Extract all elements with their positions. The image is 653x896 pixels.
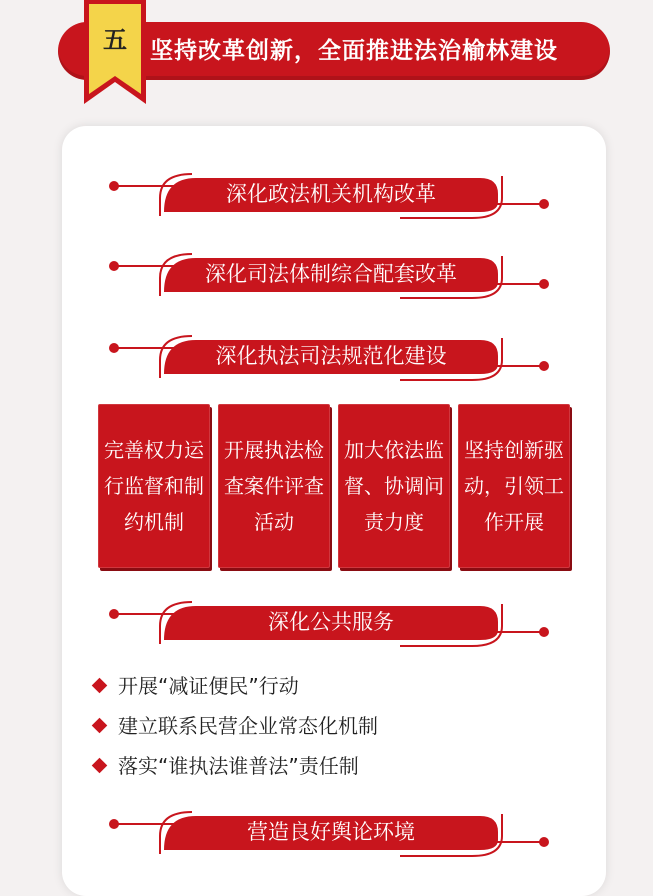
section-label: 深化政法机关机构改革 (226, 182, 436, 206)
list-item-text: 建立联系民营企业常态化机制 (118, 714, 378, 738)
list-item (92, 706, 378, 746)
measure-box-2: 开展执法检查案件评查活动 (218, 404, 330, 568)
section-label: 深化公共服务 (268, 610, 394, 634)
section-1 (100, 172, 560, 222)
bullet-list (92, 666, 378, 786)
measure-box-3: 加大依法监督、协调问责力度 (338, 404, 450, 568)
section-number: 五 (103, 26, 127, 54)
page-title: 坚持改革创新，全面推进法治榆林建设 (150, 38, 558, 64)
section-2 (100, 252, 560, 302)
measure-box-1: 完善权力运行监督和制约机制 (98, 404, 210, 568)
diamond-bullet-icon (92, 718, 108, 734)
section-5 (100, 810, 560, 860)
list-item-text: 落实“谁执法谁普法”责任制 (118, 754, 359, 778)
section-label: 深化司法体制综合配套改革 (205, 262, 457, 286)
section-label: 营造良好舆论环境 (247, 820, 415, 844)
list-item-text: 开展“减证便民”行动 (118, 674, 299, 698)
section-label: 深化执法司法规范化建设 (215, 344, 447, 368)
measure-box-4: 坚持创新驱动，引领工作开展 (458, 404, 570, 568)
section-3 (100, 334, 560, 384)
section-4 (100, 600, 560, 650)
diamond-bullet-icon (92, 678, 108, 694)
list-item (92, 746, 378, 786)
diamond-bullet-icon (92, 758, 108, 774)
list-item (92, 666, 378, 706)
